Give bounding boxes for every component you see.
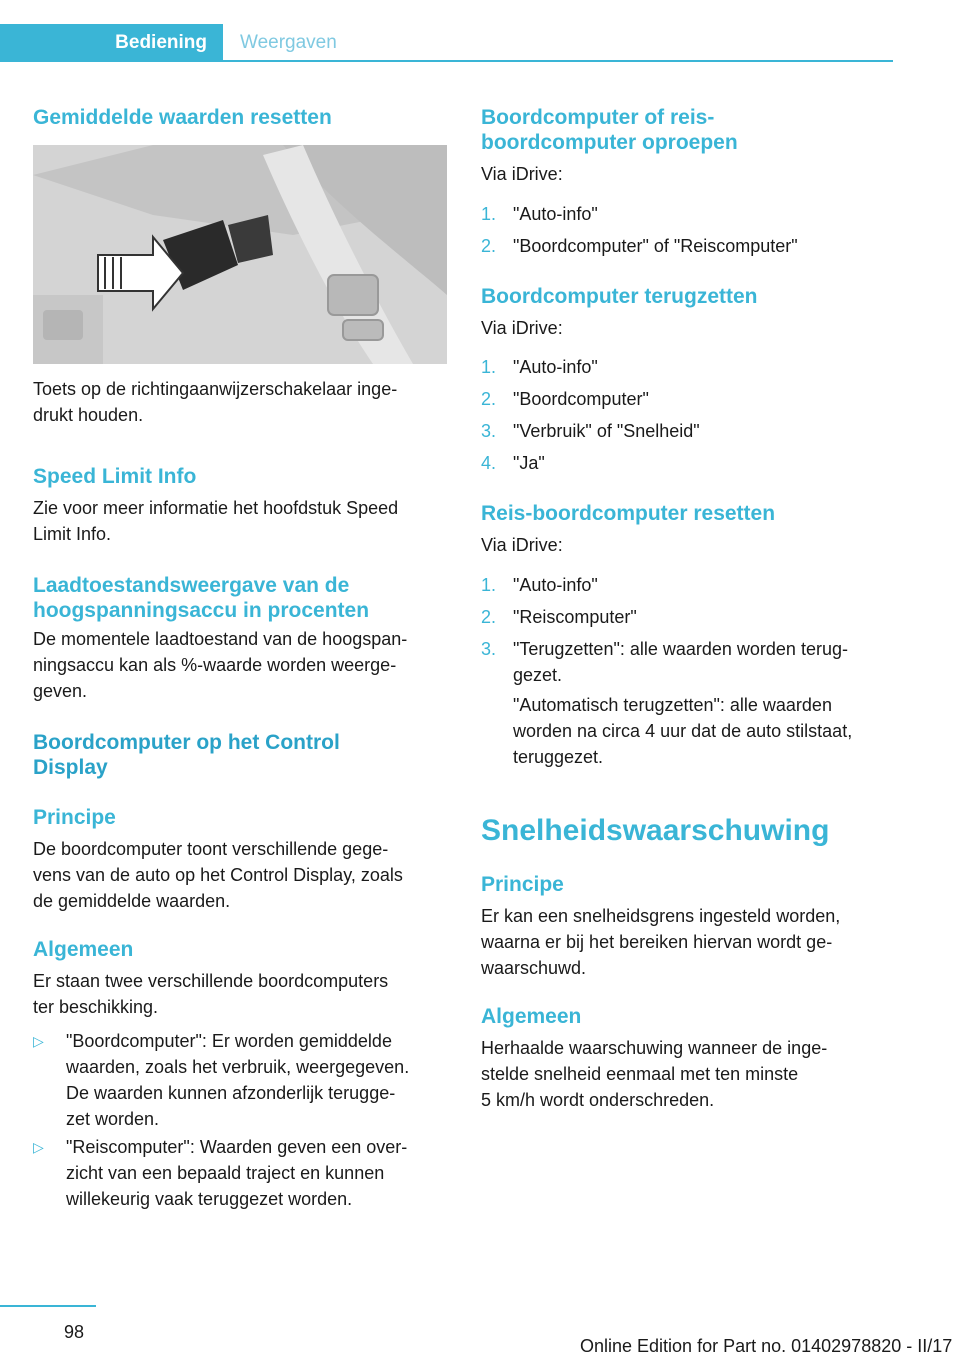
triangle-bullet-icon: ▷ xyxy=(33,1033,44,1049)
bullet-text: "Boordcomputer": Er worden gemiddelde waarden, zoals het verbruik, weergegeven. De waarden kunnen afzonderlijk terugge- zet worden. xyxy=(66,1031,410,1129)
section-tab-bediening: Bediening xyxy=(0,24,223,62)
heading-laadtoestand: Laadtoestandsweergave van de hoogspanningsaccu in procenten xyxy=(33,574,370,622)
list-text: "Auto-info" xyxy=(513,357,598,377)
list-number: 2. xyxy=(481,607,497,627)
laadtoestand-text: De momentele laadtoestand van de hoogspan- ningsaccu kan als %-waarde worden weerge- geven. xyxy=(33,629,408,701)
heading-algemeen-2: Algemeen xyxy=(481,1005,582,1028)
turn-signal-stalk-figure xyxy=(33,145,447,364)
algemeen-text: Er staan twee verschillende boordcomputers ter beschikking. xyxy=(33,971,389,1017)
heading-principe-2: Principe xyxy=(481,873,564,896)
list-text: "Auto-info" xyxy=(513,575,598,595)
list-number: 1. xyxy=(481,204,497,224)
list-text: "Boordcomputer" of "Reiscomputer" xyxy=(513,236,798,256)
list-text: "Terugzetten": alle waarden worden terug- gezet. xyxy=(513,639,848,685)
bullet-text: "Reiscomputer": Waarden geven een over- zicht van een bepaald traject en kunnen willekeurig vaak teruggezet worden. xyxy=(66,1137,408,1209)
algemeen2-text: Herhaalde waarschuwing wanneer de inge- stelde snelheid eenmaal met ten minste 5 km/h wordt onderschreden. xyxy=(481,1038,828,1110)
list-text: "Ja" xyxy=(513,453,545,473)
heading-reis-resetten: Reis-boordcomputer resetten xyxy=(481,502,776,525)
list-number: 3. xyxy=(481,639,497,659)
list-text: "Reiscomputer" xyxy=(513,607,637,627)
heading-oproepen: Boordcomputer of reis- boordcomputer oproepen xyxy=(481,106,738,154)
list-number: 2. xyxy=(481,389,497,409)
heading-algemeen: Algemeen xyxy=(33,938,134,961)
figure-caption: Toets op de richtingaanwijzerschakelaar inge- drukt houden. xyxy=(33,379,398,425)
via-idrive: Via iDrive: xyxy=(481,164,563,184)
heading-terugzetten: Boordcomputer terugzetten xyxy=(481,285,758,308)
list-number: 1. xyxy=(481,575,497,595)
page-number: 98 xyxy=(64,1322,85,1342)
principe-text: De boordcomputer toont verschillende gege- vens van de auto op het Control Display, zoals de gemiddelde waarden. xyxy=(33,839,403,911)
header-rule xyxy=(223,60,893,62)
heading-speed-limit-info: Speed Limit Info xyxy=(33,465,197,488)
list-text: "Boordcomputer" xyxy=(513,389,649,409)
principe2-text: Er kan een snelheidsgrens ingesteld worden, waarna er bij het bereiken hiervan wordt ge- waarschuwd. xyxy=(481,906,841,978)
list-text: "Auto-info" xyxy=(513,204,598,224)
heading-boordcomputer-control-display: Boordcomputer op het Control Display xyxy=(33,731,340,779)
edition-note: Online Edition for Part no. 01402978820 - II/17 xyxy=(580,1336,953,1356)
list-number: 3. xyxy=(481,421,497,441)
running-header xyxy=(0,24,893,62)
via-idrive: Via iDrive: xyxy=(481,535,563,555)
heading-snelheidswaarschuwing: Snelheidswaarschuwing xyxy=(481,814,830,847)
triangle-bullet-icon: ▷ xyxy=(33,1139,44,1155)
list-extra-text: "Automatisch terugzetten": alle waarden worden na circa 4 uur dat de auto stilstaat, teruggezet. xyxy=(513,695,853,767)
speed-limit-text: Zie voor meer informatie het hoofdstuk Speed Limit Info. xyxy=(33,498,399,544)
list-number: 2. xyxy=(481,236,497,256)
heading-gemiddelde-resetten: Gemiddelde waarden resetten xyxy=(33,106,332,129)
heading-principe: Principe xyxy=(33,806,116,829)
list-number: 4. xyxy=(481,453,497,473)
list-text: "Verbruik" of "Snelheid" xyxy=(513,421,700,441)
section-tab-weergaven: Weergaven xyxy=(240,32,337,53)
via-idrive: Via iDrive: xyxy=(481,318,563,338)
list-number: 1. xyxy=(481,357,497,377)
footer-rule xyxy=(0,1305,96,1307)
